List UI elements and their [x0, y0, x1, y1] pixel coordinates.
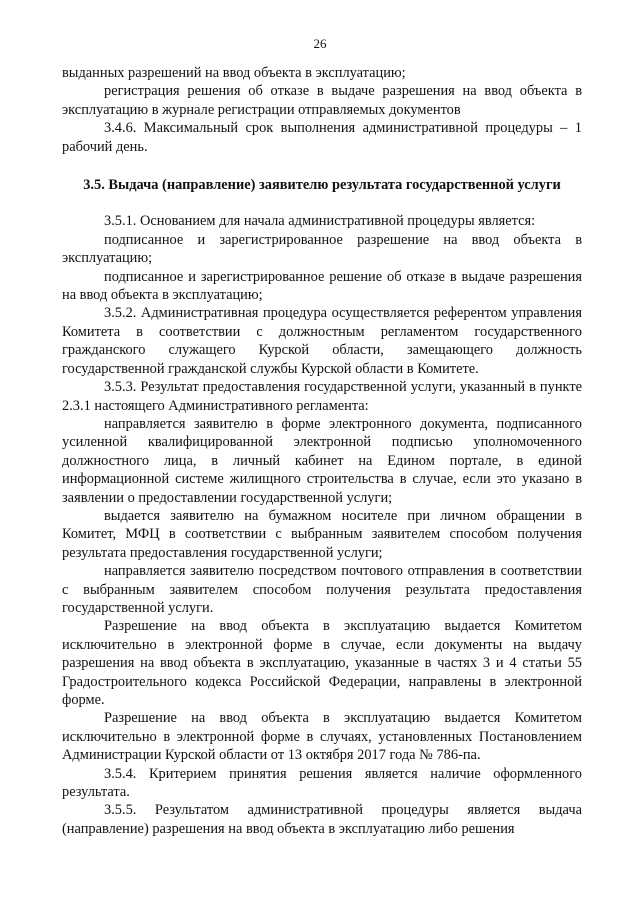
- paragraph: 3.5.1. Основанием для начала административной процедуры является:: [104, 213, 536, 230]
- paragraph: 3.4.6. Максимальный срок выполнения административной процедуры – 1 рабочий день.: [62, 120, 582, 155]
- paragraph: подписанное и зарегистрированное разрешение на ввод объекта в эксплуатацию;: [62, 231, 582, 267]
- paragraph: направляется заявителю в форме электронного документа, подписанного усиленной квалифицированной электронной подписью уполномоченного должностного лица, в личный кабинет на Едином портале, в единой информационной системе жилищного строительства в случае, если это указано в заявлении о предоставлении государственной услуги;: [62, 415, 582, 506]
- paragraph: Разрешение на ввод объекта в эксплуатацию выдается Комитетом исключительно в электронной форме в случае, если документы на выдачу разрешения на ввод объекта в эксплуатацию, указанные в частях 3 и 4 статьи 55 Градостроительного кодекса Российской Федерации, направлены в электронной форме.: [62, 618, 582, 708]
- paragraph: направляется заявителю посредством почтового отправления в соответствии с выбранным заявителем способом получения результата предоставления государственной услуги.: [62, 563, 582, 616]
- document-body: [62, 64, 582, 838]
- paragraph: 3.5.5. Результатом административной процедуры является выдача (направление) разрешения на ввод объекта в эксплуатацию либо решения: [62, 802, 582, 837]
- paragraph: 3.5.4. Критерием принятия решения является наличие оформленного результата.: [62, 765, 582, 801]
- section-heading: 3.5. Выдача (направление) заявителю результата государственной услуги: [83, 177, 561, 194]
- paragraph: Разрешение на ввод объекта в эксплуатацию выдается Комитетом исключительно в электронной форме в случаях, установленных Постановлением Администрации Курской области от 13 октября 2017 года № 786-па.: [62, 710, 582, 764]
- paragraph: 3.5.3. Результат предоставления государственной услуги, указанный в пункте 2.3.1 настоящего Административного регламента:: [62, 379, 582, 414]
- paragraph: регистрация решения об отказе в выдаче разрешения на ввод объекта в эксплуатацию в журнале регистрации отправляемых документов: [62, 83, 582, 118]
- paragraph: выдается заявителю на бумажном носителе при личном обращении в Комитет, МФЦ в соответствии с выбранным заявителем способом получения результата предоставления государственной услуги;: [62, 507, 582, 561]
- paragraph: подписанное и зарегистрированное решение об отказе в выдаче разрешения на ввод объекта в эксплуатацию;: [62, 268, 582, 304]
- paragraph: выданных разрешений на ввод объекта в эксплуатацию;: [62, 65, 406, 81]
- paragraph: 3.5.2. Административная процедура осуществляется референтом управления Комитета в соответствии с должностным регламентом государственного гражданского служащего Курской области, замещающего должность государственной гражданской службы Курской области в Комитете.: [62, 305, 582, 377]
- page-number: 26: [313, 36, 327, 51]
